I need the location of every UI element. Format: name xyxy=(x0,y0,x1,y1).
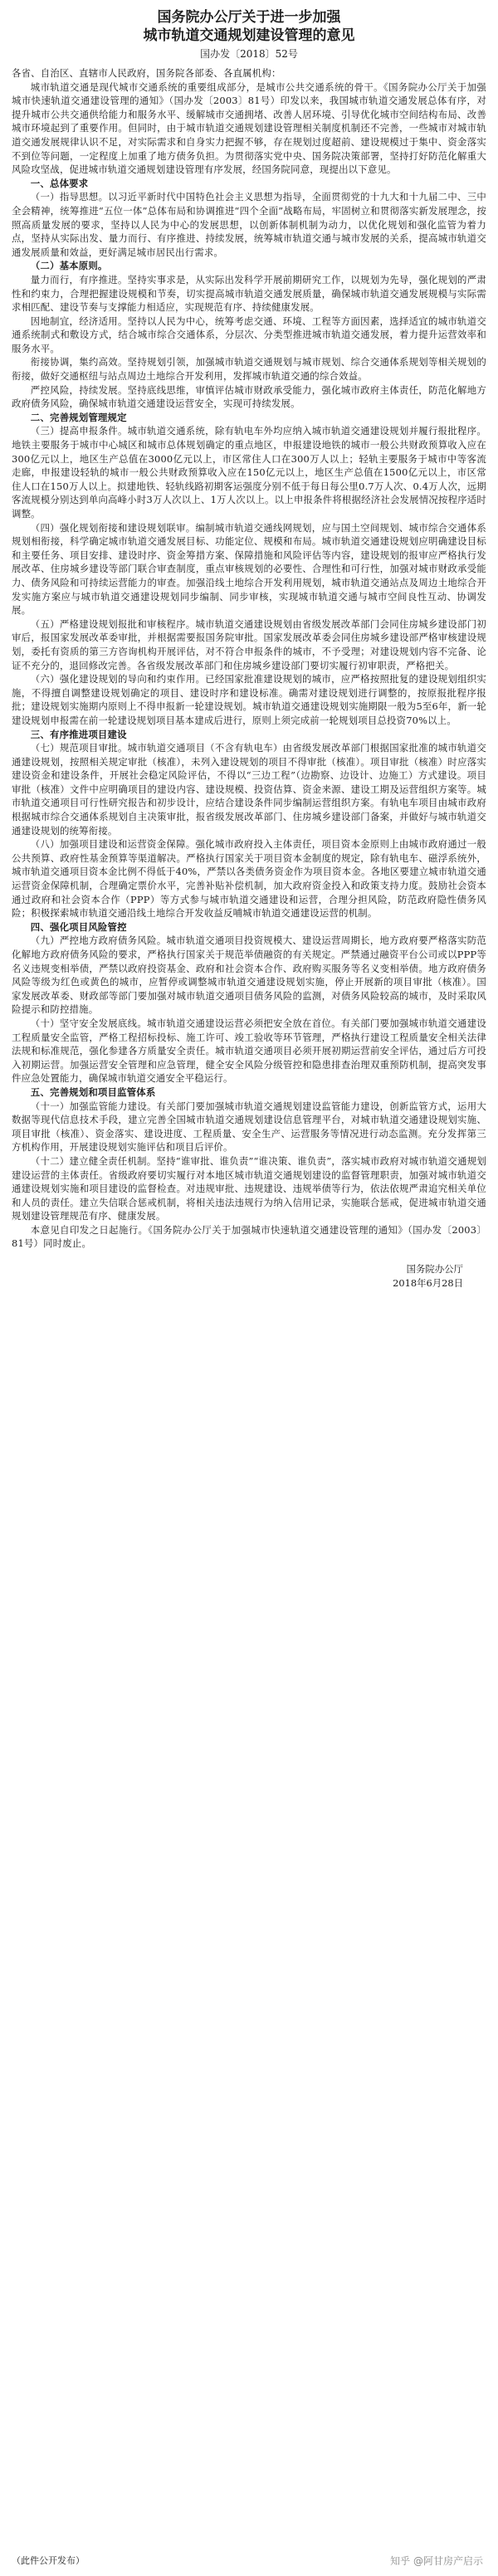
issue-date: 2018年6月28日 xyxy=(393,1277,463,1290)
section-2-para-3: （五）严格建设规划报批和审核程序。城市轨道交通建设规划由省级发展改革部门会同住房城乡建设部门初审后，报国家发展改革委审批，并根据需要报国务院审批。国家发展改革委会同住房城乡建设部严格审核建设规划，委托有资质的第三方咨询机构开展评估，对不符合申报条件的城市，不予受理；对建设规划内容不完备、论证不充分的，退回修改完善。各省级发展改革部门和住房城乡建设部门要切实履行初审职责，严格把关。 xyxy=(12,617,486,671)
section-2-heading: 二、完善规划管理规定 xyxy=(30,411,127,423)
section-3-para-2: （八）加强项目建设和运营资金保障。强化城市政府投入主体责任，项目资本金原则上由城市政府通过一般公共预算、政府性基金预算等渠道解决。严格执行国家关于项目资本金制度的规定，除有轨电车、磁浮系统外，城市轨道交通项目资本金比例不得低于40%，严禁以各类债务资金作为项目资本金。各地区要建立城市轨道交通运营资金保障机制，合理确定票价水平，完善补贴补偿机制，加大政府资金投入和政策支持力度。鼓励社会资本通过政府和社会资本合作（PPP）等方式参与城市轨道交通建设和运营，合理分担风险，防范政府隐性债务风险；积极探索城市轨道交通沿线土地综合开发收益反哺城市轨道交通建设运营的机制。 xyxy=(12,838,486,920)
section-4-para-1: （九）严控地方政府债务风险。城市轨道交通项目投资规模大、建设运营周期长，地方政府要严格落实防范化解地方政府债务风险的要求，严格执行国家关于规范举债融资的有关规定。严禁通过融资平台公司或以PPP等名义违规变相举债，严禁以政府投资基金、政府和社会资本合作、政府购买服务等名义变相举债。地方政府债务风险等级为红色或黄色的城市，应暂停或调整城市轨道交通建设规划实施，停止开展新的项目审批（核准）。国家发展改革委、财政部等部门要加强对城市轨道交通项目债务风险的监测，对债务风险较高的城市，及时采取风险提示和防控措施。 xyxy=(12,934,486,1016)
section-2-para-1: （三）提高申报条件。城市轨道交通系统，除有轨电车外均应纳入城市轨道交通建设规划并履行报批程序。地铁主要服务于城市中心城区和城市总体规划确定的重点地区，申报建设地铁的城市一般公共财政预算收入应在300亿元以上，地区生产总值在3000亿元以上，市区常住人口在300万人以上；轻轨主要服务于城市中等客流走廊，申报建设轻轨的城市一般公共财政预算收入应在150亿元以上，地区生产总值在1500亿元以上，市区常住人口在150万人以上。拟建地铁、轻轨线路初期客运强度分别不低于每日每公里0.7万人次、0.4万人次，远期客流规模分别达到单向高峰小时3万人次以上、1万人次以上。以上申报条件将根据经济社会发展情况按程序适时调整。 xyxy=(12,425,486,520)
addressee: 各省、自治区、直辖市人民政府，国务院各部委、各直属机构： xyxy=(12,67,281,79)
document-body xyxy=(12,66,486,1251)
section-1-para-4: 因地制宜，经济适用。坚持以人民为中心，统筹考虑交通、环境、工程等方面因素，选择适宜的城市轨道交通系统制式和敷设方式，结合城市综合交通体系，分层次、分类型推进城市轨道交通发展，着力提升运营效率和服务水平。 xyxy=(12,315,486,354)
section-1-subheading: （二）基本原则。 xyxy=(30,260,108,272)
source-watermark: 知乎 @阿甘房产启示 xyxy=(390,2555,483,2567)
issuer-name: 国务院办公厅 xyxy=(406,1263,463,1276)
document-title-line1: 国务院办公厅关于进一步加强 xyxy=(157,9,341,26)
section-2-para-4: （六）强化建设规划的导向和约束作用。已经国家批准建设规划的城市，应严格按照批复的建设规划组织实施，不得擅自调整建设规划确定的项目、建设时序和建设标准。确需对建设规划进行调整的，按原报批程序报批；建设规划实施期内原则上不得申报新一轮建设规划。城市轨道交通建设规划实施期限一般为5至6年，新一轮建设规划申报需在前一轮建设规划项目基本建成后进行，原则上须完成前一轮规划项目总投资70%以上。 xyxy=(12,673,486,726)
section-1-para-3: 量力而行，有序推进。坚持实事求是，从实际出发科学开展前期研究工作，以规划为先导，强化规划的严肃性和约束力，合理把握建设规模和节奏，切实提高城市轨道交通发展质量，确保城市轨道交通发展规模与实际需求相匹配、建设节奏与支撑能力相适应，实现规范有序、持续健康发展。 xyxy=(12,273,486,314)
closing-paragraph: 本意见自印发之日起施行。《国务院办公厅关于加强城市快速轨道交通建设管理的通知》（国办发〔2003〕81号）同时废止。 xyxy=(12,1223,486,1250)
section-5-heading: 五、完善规划和项目监管体系 xyxy=(30,1086,156,1098)
section-4-para-2: （十）坚守安全发展底线。城市轨道交通建设运营必须把安全放在首位。有关部门要加强城市轨道交通建设工程质量安全监管，严格工程招标投标、施工许可、竣工验收等环节管理，严格执行建设工程质量安全相关法律法规和标准规范，强化参建各方质量安全责任。城市轨道交通项目必须开展初期运营前安全评估，通过后方可投入初期运营。加强运营安全管理和应急管理，健全安全风险分级管控和隐患排查治理双重预防机制，提高突发事件应急处置能力，确保城市轨道交通安全平稳运行。 xyxy=(12,1017,486,1085)
footer xyxy=(12,2553,486,2569)
section-1-para-1: （一）指导思想。以习近平新时代中国特色社会主义思想为指导，全面贯彻党的十九大和十九届二中、三中全会精神，统筹推进“五位一体”总体布局和协调推进“四个全面”战略布局，牢固树立和贯彻落实新发展理念，按照高质量发展的要求，坚持以人民为中心的发展思想，以创新体制机制为动力，以优化规划和强化监管为着力点，坚持从实际出发、量力而行、有序推进、持续发展，统筹城市轨道交通与城市发展的关系，提高城市轨道交通发展质量和效益，更好满足城市居民出行需求。 xyxy=(12,191,486,258)
document-number: 国办发〔2018〕52号 xyxy=(200,48,298,60)
section-1-para-6: 严控风险，持续发展。坚持底线思维，审慎评估城市财政承受能力，强化城市政府主体责任，防范化解地方政府债务风险，确保城市轨道交通建设运营安全，实现可持续发展。 xyxy=(12,383,486,410)
section-2-para-2: （四）强化规划衔接和建设规划联审。编制城市轨道交通线网规划，应与国土空间规划、城市综合交通体系规划相衔接，科学确定城市轨道交通发展目标、功能定位、规模和布局。城市轨道交通建设规划应明确建设目标和主要任务、项目安排、建设时序、资金筹措方案、保障措施和风险评估等内容，建设规划的报审应严格执行发展改革、住房城乡建设等部门联合审查制度，重点审核规划的必要性、合理性和可行性，加强对城市财政承受能力、债务风险和可持续运营能力的审查。加强沿线土地综合开发利用规划，城市轨道交通站点及周边土地综合开发实施方案应与城市轨道交通建设规划同步编制、同步审核，实现城市轨道交通与城市空间良性互动、协调发展。 xyxy=(12,521,486,617)
signature-block xyxy=(12,1262,486,1290)
section-1-para-5: 衔接协调，集约高效。坚持规划引领，加强城市轨道交通规划与城市规划、综合交通体系规划等相关规划的衔接，做好交通枢纽与站点周边土地综合开发利用，发挥城市轨道交通的综合效益。 xyxy=(12,356,486,383)
section-5-para-2: （十二）建立健全责任机制。坚持“谁审批、谁负责”“谁决策、谁负责”，落实城市政府对城市轨道交通规划建设运营的主体责任。省级政府要切实履行对本地区城市轨道交通规划建设的监督管理职责，加强对城市轨道交通建设规划实施和项目建设的监督检查。对违规审批、违规建设、违规举债等行为，依法依规严肃追究相关单位和人员的责任。建立失信联合惩戒机制，将相关违法违规行为纳入信用记录，实施联合惩戒，促进城市轨道交通规划建设管理规范有序、健康发展。 xyxy=(12,1154,486,1222)
section-4-heading: 四、强化项目风险管控 xyxy=(30,920,127,933)
section-3-para-1: （七）规范项目审批。城市轨道交通项目（不含有轨电车）由省级发展改革部门根据国家批准的城市轨道交通建设规划，按照相关规定审批（核准），未列入建设规划的项目不得审批（核准）。项目审批（核准）时应落实建设资金和建设条件，开展社会稳定风险评估，不得以“三边工程”（边勘察、边设计、边施工）方式建设。项目审批（核准）文件中应明确项目的建设内容、建设规模、投资估算、资金来源、建设工期及运营组织方案等。城市轨道交通项目可行性研究报告和初步设计，应结合建设条件同步编制运营组织方案。有轨电车项目由城市政府根据城市综合交通体系规划自主决策审批，报省级发展改革部门、住房城乡建设部门备案，并做好与城市轨道交通建设规划的统筹衔接。 xyxy=(12,742,486,837)
section-1-heading: 一、总体要求 xyxy=(30,177,89,189)
section-5-para-1: （十一）加强监管能力建设。有关部门要加强城市轨道交通规划建设监管能力建设，创新监管方式，运用大数据等现代信息技术手段，建立完善全国城市轨道交通规划建设信息管理平台，对城市轨道交通建设规划实施、项目审批（核准）、资金落实、建设进度、工程质量、安全生产、运营服务等情况进行动态监测。充分发挥第三方机构作用，开展建设规划实施评估和项目后评价。 xyxy=(12,1100,486,1154)
document-title-line2: 城市轨道交通规划建设管理的意见 xyxy=(143,27,355,44)
public-release-note: （此件公开发布） xyxy=(12,2555,85,2566)
intro-paragraph: 城市轨道交通是现代城市交通系统的重要组成部分，是城市公共交通系统的骨干。《国务院办公厅关于加强城市快速轨道交通建设管理的通知》（国办发〔2003〕81号）印发以来，我国城市轨道交通发展总体有序，对提升城市公共交通供给能力和服务水平、缓解城市交通拥堵、改善人居环境、引导优化城市空间结构布局、改善城市环境起到了重要作用。但同时，由于城市轨道交通规划建设管理相关制度机制还不完善，一些城市对城市轨道交通发展规律认识不足，对实际需求和自身实力把握不够，存在规划过度超前、建设规模过于集中、资金落实不到位等问题，一定程度上加重了地方债务负担。为贯彻落实党中央、国务院决策部署，坚持打好防范化解重大风险攻坚战，促进城市轨道交通规划建设管理有序发展，经国务院同意，现提出以下意见。 xyxy=(12,80,486,176)
section-3-heading: 三、有序推进项目建设 xyxy=(30,728,127,740)
